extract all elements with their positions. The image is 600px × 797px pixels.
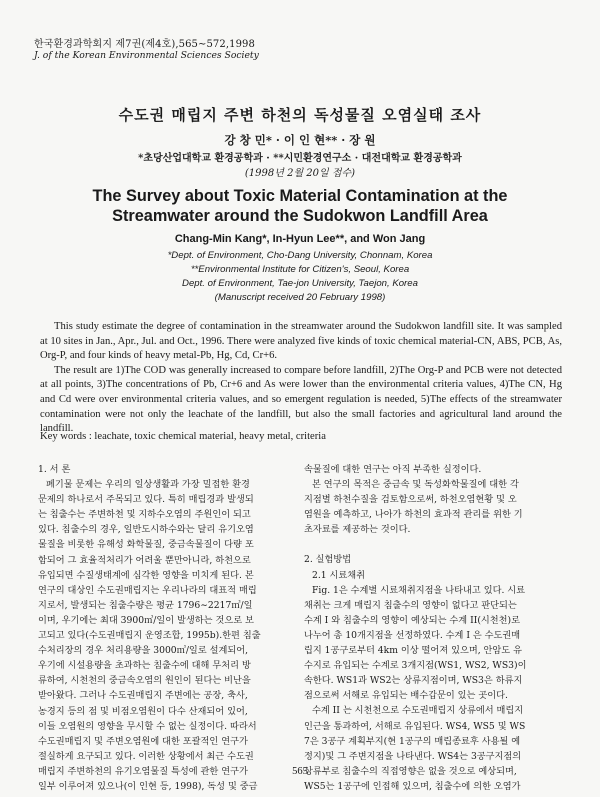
text-line: 속한다. WS1과 WS2는 상류지점이며, WS3은 하류지 (304, 675, 523, 687)
text-line: 우기에 시설용량을 초과하는 침출수에 대해 무처리 방 (38, 660, 251, 672)
text-line: 지로서, 발생되는 침출수량은 평균 1796∼2217㎥/일 (38, 599, 253, 611)
text-line: 절실하게 요구되고 있다. 이러한 상황에서 최근 수도권 (38, 750, 254, 762)
abstract (40, 320, 562, 437)
english-title (0, 186, 600, 226)
journal-header-korean: 한국환경과학회지 제7권(제4호),565∼572,1998 (34, 39, 255, 50)
spacer (304, 537, 566, 552)
text-line: 7은 3공구 계획부지(현 1공구의 매립종료후 사용될 예 (304, 735, 521, 747)
english-title-line-2: Streamwater around the Sudokwon Landfill Area (112, 207, 488, 225)
section-title-introduction: 1. 서 론 (38, 464, 71, 475)
abstract-paragraph-1: This study estimate the degree of contamination in the streamwater around the Sudokwon landfill site. It was sampled at 10 sites in Jan., Apr., Jul. and Oct., 1996. There were analyzed five kinds of toxic chemical material-CN, ABS, PCB, As, Org-P, and four kinds of heavy metal-Pb, Hg, Cd, Cr+6. (40, 321, 562, 362)
text-line: 류하여, 시천천의 중금속오염의 원인이 된다는 비난을 (38, 675, 251, 687)
text-line: 점으로써 서해로 유입되는 배수갑문이 있는 곳이다. (304, 690, 508, 702)
text-line: 는 침출수는 주변하천 및 지하수오염의 주원인이 되고 (38, 509, 251, 521)
text-line: 있다. 침출수의 경우, 일반도시하수와는 달리 유기오염 (38, 524, 254, 536)
text-line: 함되어 그 효율적처리가 어려울 뿐만아니라, 하천으로 (38, 554, 251, 566)
text-line: WS5는 1공구에 인접해 있으며, 침출수에 의한 오염가 (304, 780, 521, 792)
left-column (38, 462, 300, 794)
korean-title: 수도권 매립지 주변 하천의 독성물질 오염실태 조사 (118, 106, 482, 124)
text-line: 수계 I 와 침출수의 영향이 예상되는 수계 II(시천천)로 (304, 614, 521, 626)
text-line: 농경지 등의 점 및 비점오염원이 다수 산재되어 있어, (38, 705, 248, 717)
right-column (304, 462, 566, 794)
english-affiliation-1: *Dept. of Environment, Cho-Dang University, Chonnam, Korea (167, 250, 433, 261)
english-authors: Chang-Min Kang*, In-Hyun Lee**, and Won Jang (174, 233, 426, 245)
text-line: 매립지 주변하천의 유기오염물질 특성에 관한 연구가 (38, 765, 248, 777)
text-line: 이들 오염원의 영향을 무시할 수 없는 실정이다. 따라서 (38, 720, 257, 732)
left-column-body (38, 477, 300, 794)
text-line: 속물질에 대한 연구는 아직 부족한 실정이다. (304, 464, 482, 475)
text-line: 고되고 있다(수도권매립지 운영조합, 1995b).한편 침출 (38, 630, 261, 642)
text-line: 수도권매립지 및 주변오염원에 대한 포괄적인 연구가 (38, 735, 248, 747)
text-line: 나누어 총 10개지점을 선정하였다. 수계 I 은 수도권매 (304, 629, 521, 641)
text-line: 수지로 유입되는 수계로 3개지점(WS1, WS2, WS3)이 (304, 660, 527, 672)
text-line: 이며, 우기에는 최대 3900㎥/일이 발생하는 것으로 보 (38, 614, 254, 626)
text-line: 채취는 크게 매립지 침출수의 영향이 없다고 판단되는 (304, 599, 517, 611)
english-affiliation-3: Dept. of Environment, Tae-jon University, Taejon, Korea (182, 278, 418, 289)
page-number: 565 (292, 766, 308, 777)
text-line: 본 연구의 목적은 중금속 및 독성화학물질에 대한 각 (312, 479, 519, 491)
section-title-methods: 2. 실험방법 (304, 554, 352, 566)
text-line: Fig. 1은 수계별 시료채취지점을 나타내고 있다. 시료 (312, 584, 526, 596)
text-line: 수계 II 는 시천천으로 수도권매립지 상류에서 매립지 (312, 705, 524, 717)
text-line: 인근을 통과하여, 서해로 유입된다. WS4, WS5 및 WS (304, 720, 526, 732)
text-line: 지점별 하천수질을 검토함으로써, 하천오염현황 및 오 (304, 494, 517, 506)
text-line: 정지)및 그 주변지점을 나타낸다. WS4는 3공구지점의 (304, 750, 522, 762)
text-line: 폐기물 문제는 우리의 일상생활과 가장 밀접한 환경 (46, 479, 250, 491)
english-affiliation-2: **Environmental Institute for Citizen's, Seoul, Korea (190, 264, 410, 275)
right-column-body-bottom (304, 583, 566, 794)
journal-header-english: J. of the Korean Environmental Sciences Society (34, 50, 259, 61)
manuscript-received: (Manuscript received 20 February 1998) (214, 292, 386, 303)
right-column-body-top (304, 462, 566, 537)
korean-affiliation: *초당산업대학교 환경공학과 · **시민환경연구소 · 대전대학교 환경공학과 (138, 153, 462, 164)
english-title-line-1: The Survey about Toxic Material Contamination at the (92, 187, 508, 205)
text-line: 상류부로 침출수의 직접영향은 없을 것으로 예상되며, (304, 765, 517, 777)
text-line: 립지 1공구로부터 4km 이상 떨어져 있으며, 안암도 유 (304, 645, 522, 657)
korean-authors: 강 창 민* · 이 인 현** · 장 원 (224, 133, 376, 147)
keywords: Key words : leachate, toxic chemical material, heavy metal, criteria (40, 431, 326, 442)
text-line: 유입되면 수질생태계에 심각한 영향을 미치게 된다. 본 (38, 569, 254, 581)
korean-received-date: (1998년 2월 20일 접수) (244, 168, 356, 179)
text-line: 일부 이루어져 있으나(이 인현 등, 1998), 독성 및 중금 (38, 780, 258, 792)
subsection-title-sampling: 2.1 시료채취 (312, 569, 366, 581)
text-line: 문제의 하나로서 주목되고 있다. 특히 매립경과 발생되 (38, 494, 254, 506)
text-line: 받아왔다. 그러나 수도권매립지 주변에는 공장, 축사, (38, 690, 248, 702)
text-line: 염원을 예측하고, 나아가 하천의 효과적 관리를 위한 기 (304, 509, 523, 521)
text-line: 수처리장의 경우 처리용량을 3000㎥/일로 설계되어, (38, 645, 249, 657)
text-line: 물질을 비롯한 유해성 화학물질, 중금속물질이 다량 포 (38, 539, 254, 551)
abstract-paragraph-2: The result are 1)The COD was generally increased to compare before landfill, 2)The Org-P and PCB were not detected at all points, 3)The concentrations of Pb, Cr+6 and As were lower than the environmental criteria values, 4)The CN, Hg and Cd were over environmental criteria values, and so emergent regulation is needed, 5)The effects of the streamwater contamination were not only the leachate of the landfill, but also the small factories and agricultural land around the landfill. (40, 364, 562, 435)
text-line: 초자료를 제공하는 것이다. (304, 524, 411, 536)
text-line: 연구의 대상인 수도권매립지는 우리나라의 대표적 매립 (38, 584, 257, 596)
